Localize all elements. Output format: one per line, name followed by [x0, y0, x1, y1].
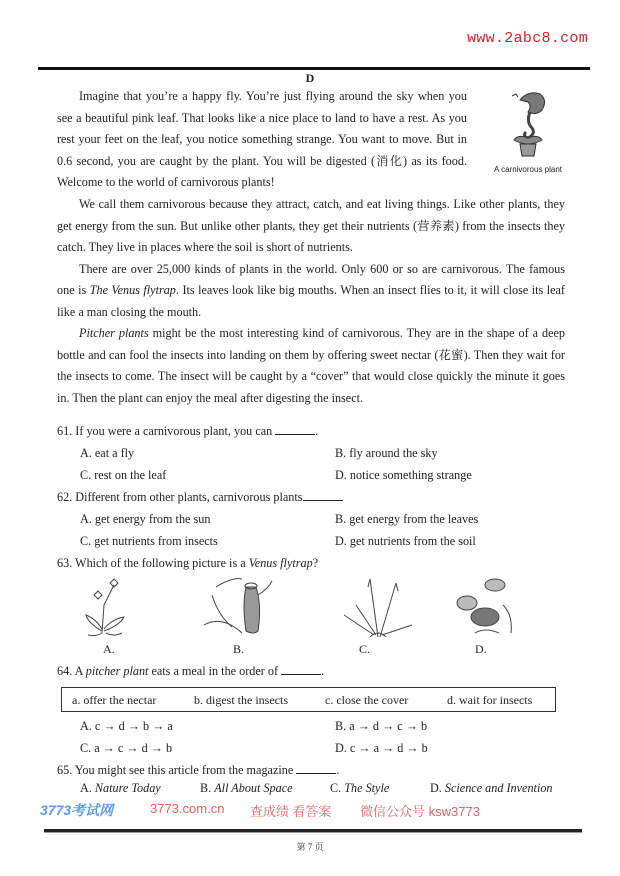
question-65	[57, 763, 339, 778]
option-64-a[interactable]: A. c → d → b → a	[80, 719, 173, 733]
question-end: .	[315, 424, 319, 438]
picture-b-pitcher-plant[interactable]	[202, 575, 282, 637]
option-65-b[interactable]	[200, 781, 293, 796]
step-b: b. digest the insects	[194, 693, 288, 707]
question-stem: 64. A	[57, 664, 86, 678]
paragraph-text: Imagine that you’re a happy fly. You’re just flying around the sky when you see a beautiful pink leaf. That looks like a nice place to land to have a rest. As you rest your feet on the leaf, you notice something strange. You want to move. But in 0.6 second, you are caught by the plant. You will be digested (消化) as its food. Welcome to the world of carnivorous plants!	[57, 89, 467, 189]
option-61-c[interactable]: C. rest on the leaf	[80, 468, 167, 482]
picture-label-a: A.	[103, 642, 115, 656]
picture-label-d: D.	[475, 642, 487, 656]
passage-paragraph-1	[57, 86, 467, 194]
question-term: Venus flytrap	[248, 556, 313, 570]
wechat-watermark: 微信公众号 ksw3773	[360, 804, 480, 819]
pitcher-plants-term: Pitcher plants	[79, 326, 149, 340]
option-letter: B.	[200, 781, 215, 795]
question-stem: 62. Different from other plants, carnivorous plants	[57, 490, 303, 504]
picture-label-b: B.	[233, 642, 245, 656]
steps-box	[61, 687, 556, 712]
slogan-watermark: 查成绩 看答案	[250, 804, 332, 819]
option-65-c[interactable]	[330, 781, 389, 796]
carnivorous-plant-figure	[478, 88, 578, 174]
question-end: .	[336, 763, 340, 777]
picture-d-venus-flytrap[interactable]	[455, 575, 520, 637]
question-end: ?	[312, 556, 319, 570]
paragraph-text: . Its leaves look like big mouths. When an insect flies to it, it will close its leaf like a man closing the mouth.	[57, 283, 565, 319]
venus-flytrap-term: The Venus flytrap	[89, 283, 176, 297]
magazine-title: Science and Invention	[444, 781, 553, 795]
question-61	[57, 424, 318, 439]
option-62-a[interactable]: A. get energy from the sun	[80, 512, 211, 526]
magazine-title: The Style	[344, 781, 390, 795]
answer-blank[interactable]	[281, 664, 321, 675]
passage-paragraph-2	[57, 194, 565, 259]
step-a: a. offer the nectar	[72, 693, 157, 707]
magazine-title: All About Space	[214, 781, 293, 795]
step-c: c. close the cover	[325, 693, 409, 707]
paragraph-text: We call them carnivorous because they attract, catch, and eat living things. Like other plants, they get energy from the sun. But unlike other plants, they get their nutrients (营养素) from the insects they catch. They live in places where the soil is short of nutrients.	[57, 197, 565, 254]
section-label: D	[305, 71, 315, 85]
question-stem: 61. If you were a carnivorous plant, you can	[57, 424, 273, 438]
question-stem-rest: eats a meal in the order of	[148, 664, 279, 678]
paragraph-text: might be the most interesting kind of carnivorous. They are in the shape of a deep bottle and can fool the insects into landing on them by offering sweet nectar (花蜜). Then they wait for the insects to come. The insect will be caught by a “cover” that would close quickly the minute it goes in. Then the plant can enjoy the meal after digesting the insect.	[57, 326, 566, 405]
option-letter: A.	[80, 781, 95, 795]
answer-blank[interactable]	[296, 763, 336, 774]
bottom-rule	[44, 829, 582, 832]
paragraph-text: There are over 25,000 kinds of plants in the world. Only 600 or so are carnivorous. The famous one is	[57, 261, 565, 297]
logo-watermark: 3773考试网	[40, 802, 114, 818]
option-64-d[interactable]: D. c → a → d → b	[335, 741, 428, 755]
question-64	[57, 664, 324, 679]
question-63	[57, 556, 318, 571]
question-62	[57, 490, 343, 505]
answer-blank[interactable]	[303, 490, 343, 501]
option-61-a[interactable]: A. eat a fly	[80, 446, 135, 460]
question-end: .	[321, 664, 325, 678]
option-65-a[interactable]	[80, 781, 161, 796]
question-stem: 65. You might see this article from the magazine	[57, 763, 294, 777]
option-62-c[interactable]: C. get nutrients from insects	[80, 534, 218, 548]
option-letter: D.	[430, 781, 445, 795]
picture-c-sundew-plant[interactable]	[340, 575, 420, 637]
magazine-title: Nature Today	[94, 781, 161, 795]
question-term: pitcher plant	[85, 664, 149, 678]
option-61-b[interactable]: B. fly around the sky	[335, 446, 438, 460]
step-d: d. wait for insects	[447, 693, 533, 707]
figure-caption: A carnivorous plant	[493, 165, 563, 174]
carnivorous-plant-illustration	[498, 88, 558, 158]
passage-paragraph-4	[57, 323, 565, 409]
top-rule	[38, 67, 590, 70]
option-61-d[interactable]: D. notice something strange	[335, 468, 472, 482]
site-url-watermark: www.2abc8.com	[467, 30, 588, 47]
option-64-c[interactable]: C. a → c → d → b	[80, 741, 173, 755]
domain-watermark: 3773.com.cn	[150, 801, 225, 816]
picture-a-flowering-plant[interactable]	[80, 575, 130, 637]
option-62-b[interactable]: B. get energy from the leaves	[335, 512, 479, 526]
option-letter: C.	[330, 781, 345, 795]
option-62-d[interactable]: D. get nutrients from the soil	[335, 534, 476, 548]
picture-label-c: C.	[359, 642, 371, 656]
option-64-b[interactable]: B. a → d → c → b	[335, 719, 428, 733]
page-number: 第 7 页	[296, 842, 324, 852]
answer-blank[interactable]	[275, 424, 315, 435]
option-65-d[interactable]	[430, 781, 553, 796]
question-stem: 63. Which of the following picture is a	[57, 556, 249, 570]
passage-paragraph-3	[57, 259, 565, 324]
